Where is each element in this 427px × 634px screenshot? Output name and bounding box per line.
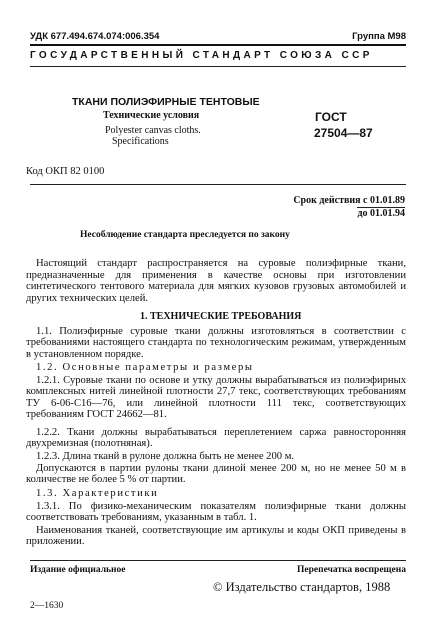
gost-label: ГОСТ [315, 110, 347, 124]
state-standard-banner: ГОСУДАРСТВЕННЫЙ СТАНДАРТ СОЮЗА ССР [30, 50, 373, 61]
clause-1-2-2 [26, 427, 406, 450]
clause-1-2 [26, 362, 406, 373]
group-code: Группа М98 [352, 31, 406, 42]
okp-rule [30, 184, 406, 185]
clause-1-2-2-text: 1.2.2. Ткани должны вырабатываться переплетением саржа равносторонняя двухремизная (полотняная). [26, 427, 406, 450]
validity-period-start: Срок действия с 01.01.89 [293, 195, 405, 206]
copyright-notice: © Издательство стандартов, 1988 [213, 580, 391, 594]
clause-1-3-1 [26, 501, 406, 524]
reprint-prohibited: Перепечатка воспрещена [296, 565, 406, 575]
clause-1-3-1-text: 1.3.1. По физико-механическим показателям полиэфирные ткани должны соответствовать требованиям, указанным в табл. 1. [26, 501, 406, 524]
clause-1-3-1-cont-text: Наименования тканей, соответствующие им артикулы и коды ОКП приведены в приложении. [26, 525, 406, 548]
official-edition: Издание официальное [30, 565, 126, 575]
clause-1-1-text: 1.1. Полиэфирные суровые ткани должны изготовляться в соответствии с требованиями настоящего стандарта по технологическим режимам, утвержденным в установленном порядке. [26, 326, 406, 360]
clause-1-2-text: 1.2. Основные параметры и размеры [36, 362, 254, 373]
clause-1-2-1 [26, 375, 406, 420]
udk-code: УДК 677.494.674.074:006.354 [30, 31, 160, 42]
validity-period-end-text: до 01.01.94 [357, 208, 405, 219]
header-rule-top [30, 44, 406, 46]
english-title-line2: Specifications [112, 136, 169, 147]
clause-1-1 [26, 326, 406, 360]
clause-1-2-3-cont-text: Допускаются в партии рулоны ткани длиной менее 200 м, но не менее 50 м в количестве не более 5 % от партии. [26, 463, 406, 486]
okp-code: Код ОКП 82 0100 [26, 166, 105, 177]
clause-1-3-1-cont [26, 525, 406, 548]
section-1-heading: 1. ТЕХНИЧЕСКИЕ ТРЕБОВАНИЯ [140, 311, 302, 322]
gost-number: 27504—87 [314, 126, 373, 140]
legal-notice: Несоблюдение стандарта преследуется по закону [80, 230, 290, 240]
english-title-line1: Polyester canvas cloths. [105, 125, 201, 136]
header-rule-bottom [30, 66, 406, 67]
intro-paragraph [26, 258, 406, 304]
document-subtitle: Технические условия [103, 110, 200, 121]
clause-1-2-3-cont [26, 463, 406, 486]
clause-1-3-text: 1.3. Характеристики [36, 488, 159, 499]
clause-1-3 [26, 488, 406, 499]
validity-period-end [357, 207, 405, 219]
footer-rule [30, 560, 406, 561]
clause-1-2-3 [26, 451, 406, 462]
intro-text: Настоящий стандарт распространяется на суровые полиэфирные ткани, предназначенные для применения в качестве основы при изготовлении синтетического тентового материала для мягких кузовов грузовых автомобилей и других технических целей. [26, 258, 406, 304]
clause-1-2-1-text: 1.2.1. Суровые ткани по основе и утку должны вырабатываться из полиэфирных комплексных нитей линейной плотности 27,7 текс, соответствующих требованиям ТУ 6-06-С16—76, или линейной плотности 111 текс, соответствующих требованиям ГОСТ 24662—81. [26, 375, 406, 420]
print-code: 2—1630 [30, 601, 64, 611]
document-title: ТКАНИ ПОЛИЭФИРНЫЕ ТЕНТОВЫЕ [72, 96, 260, 108]
clause-1-2-3-text: 1.2.3. Длина тканй в рулоне должна быть не менее 200 м. [36, 451, 295, 462]
